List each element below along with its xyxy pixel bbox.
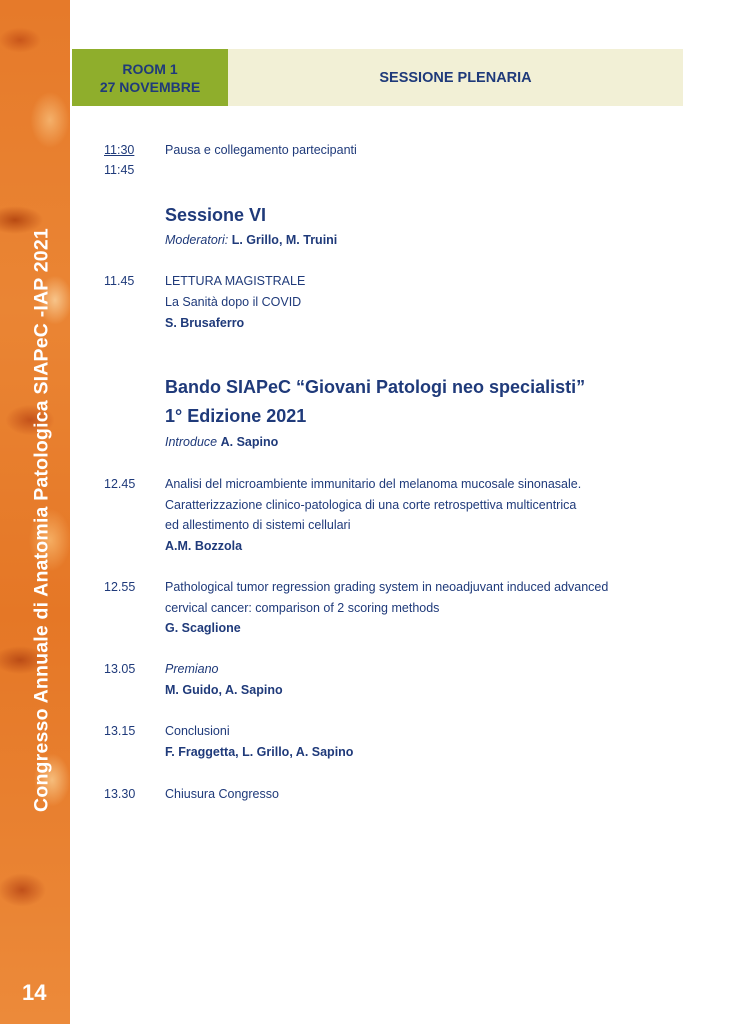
lecture-title: La Sanità dopo il COVID: [165, 295, 302, 309]
intro-name: A. Sapino: [220, 435, 279, 449]
awards-names: M. Guido, A. Sapino: [165, 683, 283, 697]
talk2-title-line2: cervical cancer: comparison of 2 scoring methods: [165, 601, 440, 615]
lecture-speaker: S. Brusaferro: [165, 316, 245, 330]
lecture-type: LETTURA MAGISTRALE: [165, 274, 306, 288]
conclusions-time: 13.15: [104, 724, 136, 738]
conclusions-label: Conclusioni: [165, 724, 230, 738]
room-date-box: [72, 49, 228, 106]
talk1-title-line3: ed allestimento di sistemi cellulari: [165, 518, 351, 532]
talk1-title-line2: Caratterizzazione clinico-patologica di una corte retrospettiva multicentrica: [165, 498, 577, 512]
congress-title: Congresso Annuale di Anatomia Patologica SIAPeC -IAP 2021: [30, 228, 53, 812]
session-heading: Sessione VI: [165, 205, 267, 225]
talk1-speaker: A.M. Bozzola: [165, 539, 243, 553]
talk2-speaker: G. Scaglione: [165, 621, 241, 635]
session-title: SESSIONE PLENARIA: [379, 69, 532, 86]
bando-heading-line2: 1° Edizione 2021: [165, 406, 307, 426]
room-label: ROOM 1: [122, 60, 178, 77]
break-text: Pausa e collegamento partecipanti: [165, 143, 357, 157]
bando-heading-line1: Bando SIAPeC “Giovani Patologi neo specialisti”: [165, 377, 586, 397]
awards-time: 13.05: [104, 662, 136, 676]
bando-intro-line: [165, 435, 278, 449]
talk2-time: 12.55: [104, 580, 136, 594]
conclusions-names: F. Fraggetta, L. Grillo, A. Sapino: [165, 745, 354, 759]
break-time-start: 11:30: [104, 143, 135, 157]
intro-label: Introduce: [165, 435, 218, 449]
break-time-end: 11:45: [104, 163, 135, 177]
closing-label: Chiusura Congresso: [165, 787, 279, 801]
moderators-label: Moderatori:: [165, 233, 229, 247]
moderators-line: [165, 233, 337, 247]
page-number: 14: [22, 980, 47, 1005]
date-label: 27 NOVEMBRE: [99, 78, 201, 95]
talk1-time: 12.45: [104, 477, 136, 491]
closing-time: 13.30: [104, 787, 136, 801]
sidebar-strip: [0, 0, 70, 1024]
lecture-time: 11.45: [104, 274, 135, 288]
awards-label: Premiano: [165, 662, 219, 676]
talk2-title-line1: Pathological tumor regression grading system in neoadjuvant induced advanced: [165, 580, 609, 594]
talk1-title-line1: Analisi del microambiente immunitario del melanoma mucosale sinonasale.: [165, 477, 582, 491]
moderators-names: L. Grillo, M. Truini: [231, 233, 338, 247]
session-title-box: [228, 49, 683, 106]
